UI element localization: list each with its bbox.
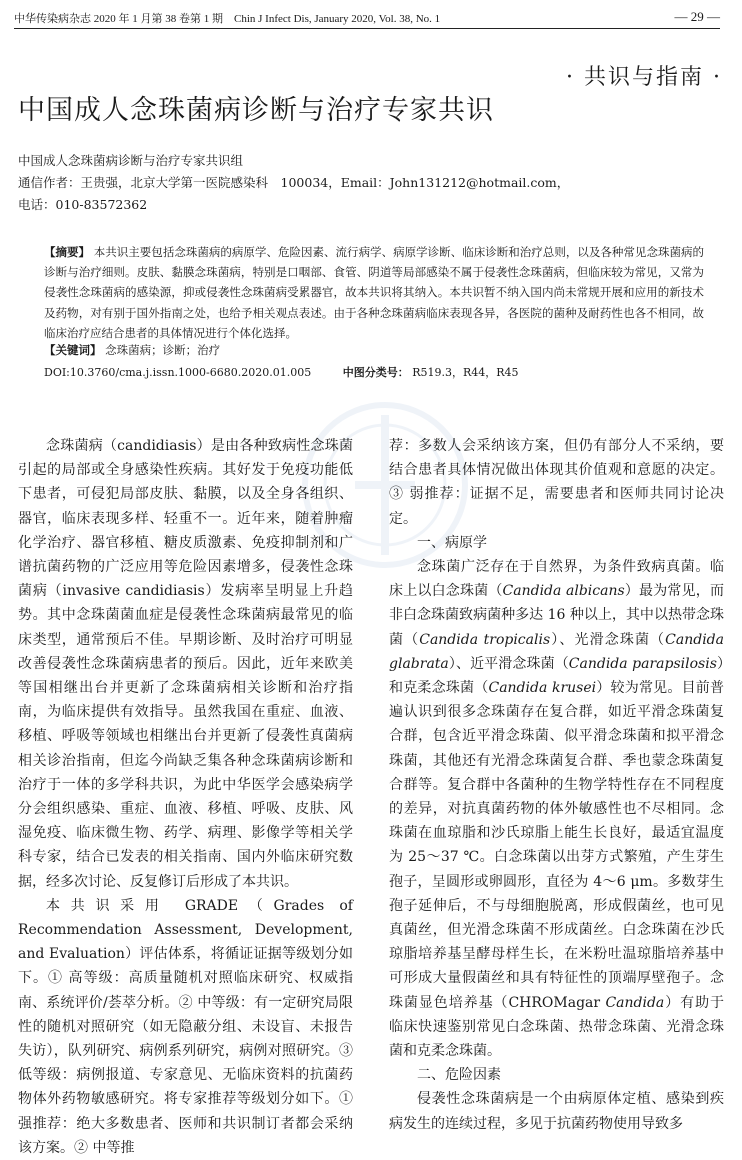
abstract-label: 【摘要】 xyxy=(44,245,91,259)
paragraph: 荐：多数人会采纳该方案，但仍有部分人不采纳，要结合患者具体情况做出体现其价值观和意愿的决定。③ 弱推荐：证据不足，需要患者和医师共同讨论决定。 xyxy=(389,438,724,527)
section-tag: · 共识与指南 · xyxy=(566,65,722,90)
phone: 电话：010-83572362 xyxy=(18,197,148,212)
section-heading-etiology: 一、病原学 xyxy=(417,534,487,551)
species-name: Candida krusei xyxy=(488,680,597,697)
paragraph: 侵袭性念珠菌病是一个由病原体定植、感染到疾病发生的连续过程，多见于抗菌药物使用导致多 xyxy=(389,1091,724,1132)
keywords xyxy=(44,342,220,358)
article-title: 中国成人念珠菌病诊断与治疗专家共识 xyxy=(18,95,494,126)
species-name: Candida xyxy=(605,994,665,1011)
abstract-text: 本共识主要包括念珠菌病的病原学、危险因素、流行病学、病原学诊断、临床诊断和治疗总则，以及各种常见念珠菌病的诊断与治疗细则。皮肤、黏膜念珠菌病，特别是口咽部、食管、阴道等局部感染不属于侵袭性念珠菌病，但临床较为常见，又常为侵袭性念珠菌病的感染源，抑或侵袭性念珠菌病受累器官，故本共识将其纳入。本共识暂不纳入国内尚未常规开展和应用的新技术及药物，对有别于国外指南之处，也给予相关观点表述。由于各种念珠菌病临床表现各异，各医院的菌种及耐药性也各不相同，故临床治疗应结合患者的具体情况进行个体化选择。 xyxy=(44,245,704,340)
classification-value: R519.3，R44，R45 xyxy=(412,366,519,379)
author-block xyxy=(18,150,718,216)
classification-label: 中图分类号： xyxy=(342,366,409,379)
corresponding-author: 通信作者：王贵强，北京大学第一医院感染科 100034，Email：John131212@hotmail.com， xyxy=(18,175,570,190)
species-name: Candida tropicalis xyxy=(419,631,551,648)
body-column-right xyxy=(389,434,724,1136)
doi-line xyxy=(44,364,519,380)
doi: DOI:10.3760/cma.j.issn.1000-6680.2020.01.005 xyxy=(44,366,312,379)
abstract xyxy=(44,242,704,343)
header-rule xyxy=(14,28,720,29)
journal-info: 中华传染病杂志 2020 年 1 月第 38 卷第 1 期 Chin J Infect Dis, January 2020, Vol. 38, No. 1 xyxy=(14,13,441,25)
keywords-text: 念珠菌病；诊断；治疗 xyxy=(105,343,221,357)
paragraph: 念珠菌病（candidiasis）是由各种致病性念珠菌引起的局部或全身感染性疾病。其好发于免疫功能低下患者，可侵犯局部皮肤、黏膜，以及全身各组织、器官，临床表现多样、轻重不一。近年来，随着肿瘤化学治疗、器官移植、糖皮质激素、免疫抑制剂和广谱抗菌药物的广泛应用等危险因素增多，侵袭性念珠菌病（invasive candidiasis）发病率呈明显上升趋势。其中念珠菌菌血症是侵袭性念珠菌病最常见的临床类型，通常预后不佳。早期诊断、及时治疗可明显改善侵袭性念珠菌病患者的预后。因此，近年来欧美等国相继出台并更新了念珠菌病相关诊断和治疗指南，为临床提供有效指导。虽然我国在重症、血液、移植、呼吸等领域也相继出台并更新了侵袭性真菌病相关诊治指南，但迄今尚缺乏集各种念珠菌病诊断和治疗于一体的多学科共识，为此中华医学会感染病学分会组织感染、重症、血液、移植、呼吸、皮肤、风湿免疫、临床微生物、药学、病理、影像学等相关学科专家，结合已发表的相关指南、国内外临床研究数据，经多次讨论、反复修订后形成了本共识。 xyxy=(18,438,353,890)
body-column-left xyxy=(18,434,353,1160)
section-heading-risk-factors: 二、危险因素 xyxy=(417,1067,501,1084)
paragraph: 本共识采用 GRADE（Grades of Recommendation Assessment, Development, and Evaluation）评估体系，将循证证据等级划分如下。① 高等级：高质量随机对照临床研究、权威指南、系统评价/荟萃分析。② 中等级：有一定研究局限性的随机对照研究（如无隐蔽分组、未设盲、未报告失访），队列研究、病例系列研究，病例对照研究。③ 低等级：病例报道、专家意见、无临床资料的抗菌药物体外药物敏感研究。将专家推荐等级划分如下。① 强推荐：绝大多数患者、医师和共识制订者都会采纳该方案。② 中等推 xyxy=(18,897,353,1156)
running-header xyxy=(14,10,720,32)
species-name: Candida parapsilosis xyxy=(568,655,717,672)
paragraph-etiology: 念珠菌广泛存在于自然界，为条件致病真菌。临床上以白念珠菌（Candida albicans）最为常见，而非白念珠菌致病菌种多达 16 种以上，其中以热带念珠菌（Candida tropicalis）、光滑念珠菌（Candida glabrata）、近平滑念珠菌（Candida parapsilosis）和克柔念珠菌（Candida krusei）较为常见。目前普遍认识到很多念珠菌存在复合群，如近平滑念珠菌复合群，包含近平滑念珠菌、似平滑念珠菌和拟平滑念珠菌，其他还有光滑念珠菌复合群、季也蒙念珠菌复合群等。复合群中各菌种的生物学特性存在不同程度的差异，对抗真菌药物的体外敏感性也不尽相同。念珠菌在血琼脂和沙氏琼脂上能生长良好，最适宜温度为 25～37 ℃。白念珠菌以出芽方式繁殖，产生芽生孢子，呈圆形或卵圆形，直径为 4～6 μm。多数芽生孢子延伸后，不与母细胞脱离，形成假菌丝，也可见真菌丝，但光滑念珠菌不形成菌丝。白念珠菌在沙氏琼脂培养基呈酵母样生长，在米粉吐温琼脂培养基中可形成大量假菌丝和具有特征性的顶端厚壁孢子。念珠菌显色培养基（CHROMagar Candida）有助于临床快速鉴别常见白念珠菌、热带念珠菌、光滑念珠菌和克柔念珠菌。 xyxy=(389,559,725,1060)
species-name: Candida glabrata xyxy=(389,631,724,672)
species-name: Candida albicans xyxy=(502,583,625,600)
keywords-label: 【关键词】 xyxy=(44,343,102,357)
author-group: 中国成人念珠菌病诊断与治疗专家共识组 xyxy=(18,153,244,168)
page-number: — 29 — xyxy=(674,9,720,24)
